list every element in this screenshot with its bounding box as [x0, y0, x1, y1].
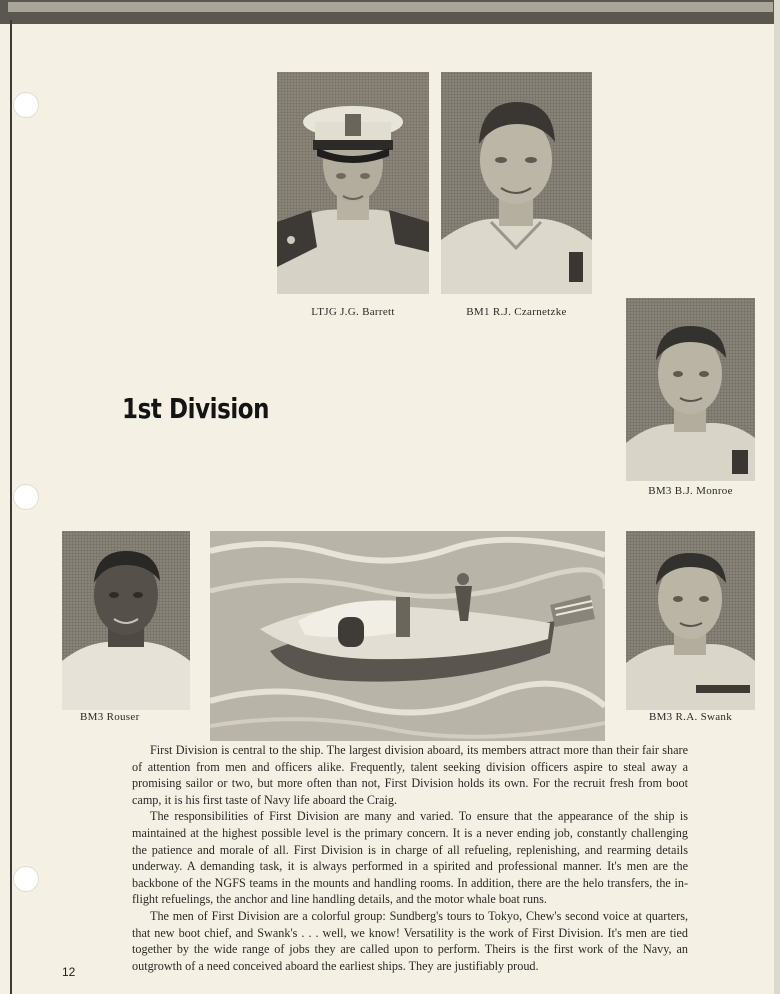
punch-hole: [13, 866, 39, 892]
caption-monroe: BM3 B.J. Monroe: [648, 485, 733, 497]
page-number: 12: [62, 965, 76, 979]
portrait-rouser: [62, 531, 190, 710]
paragraph: The men of First Division are a colorful group: Sundberg's tours to Tokyo, Chew's second voice at quarters, that new boot chief, and Swank's . . . well, we know! Versatility is the work of First Division. It's men are tied together by the wide range of jobs they are called upon to perform. Theirs is the first work of the Navy, an outgrowth of a need conceived aboard the earliest ships. They are justifiably proud.: [132, 908, 688, 973]
division-heading: 1st Division: [122, 392, 270, 425]
page-edge: [774, 0, 780, 994]
article-body: [132, 742, 688, 974]
portrait-barrett: [277, 72, 429, 294]
paragraph: First Division is central to the ship. The largest division aboard, its members attract more than their fair share of attention from men and officers alike. Frequently, talent seeking division officers aspire to steal away a promising sailor or two, but more often than not, First Division holds its own. For the recruit fresh from boot camp, it is his first taste of Navy life aboard the Craig.: [132, 743, 688, 807]
caption-barrett: LTJG J.G. Barrett: [311, 306, 395, 318]
portrait-swank: [626, 531, 755, 710]
caption-swank: BM3 R.A. Swank: [648, 711, 733, 723]
portrait-monroe: [626, 298, 755, 481]
punch-hole: [13, 92, 39, 118]
portrait-czarnetzke: [441, 72, 592, 294]
photo-whale-boat: [210, 531, 605, 741]
caption-rouser: BM3 Rouser: [80, 711, 140, 723]
top-edge-strip: [0, 0, 780, 24]
caption-czarnetzke: BM1 R.J. Czarnetzke: [466, 306, 567, 318]
binding-rule: [10, 20, 12, 994]
paragraph: The responsibilities of First Division are many and varied. To ensure that the appearance of the ship is maintained at the highest possible level is the primary concern. It is a never ending job, constantly challenging the patience and morale of all. First Division is in charge of all refueling, replenishing, and rearming details underway. A demanding task, it is always performed in a spirited and professional manner. It's men are the backbone of the NGFS teams in the mounts and handling rooms. In addition, there are the helo transfers, the in-flight refuelings, the anchor and line handling details, and the motor whale boat runs.: [132, 809, 688, 907]
punch-hole: [13, 484, 39, 510]
